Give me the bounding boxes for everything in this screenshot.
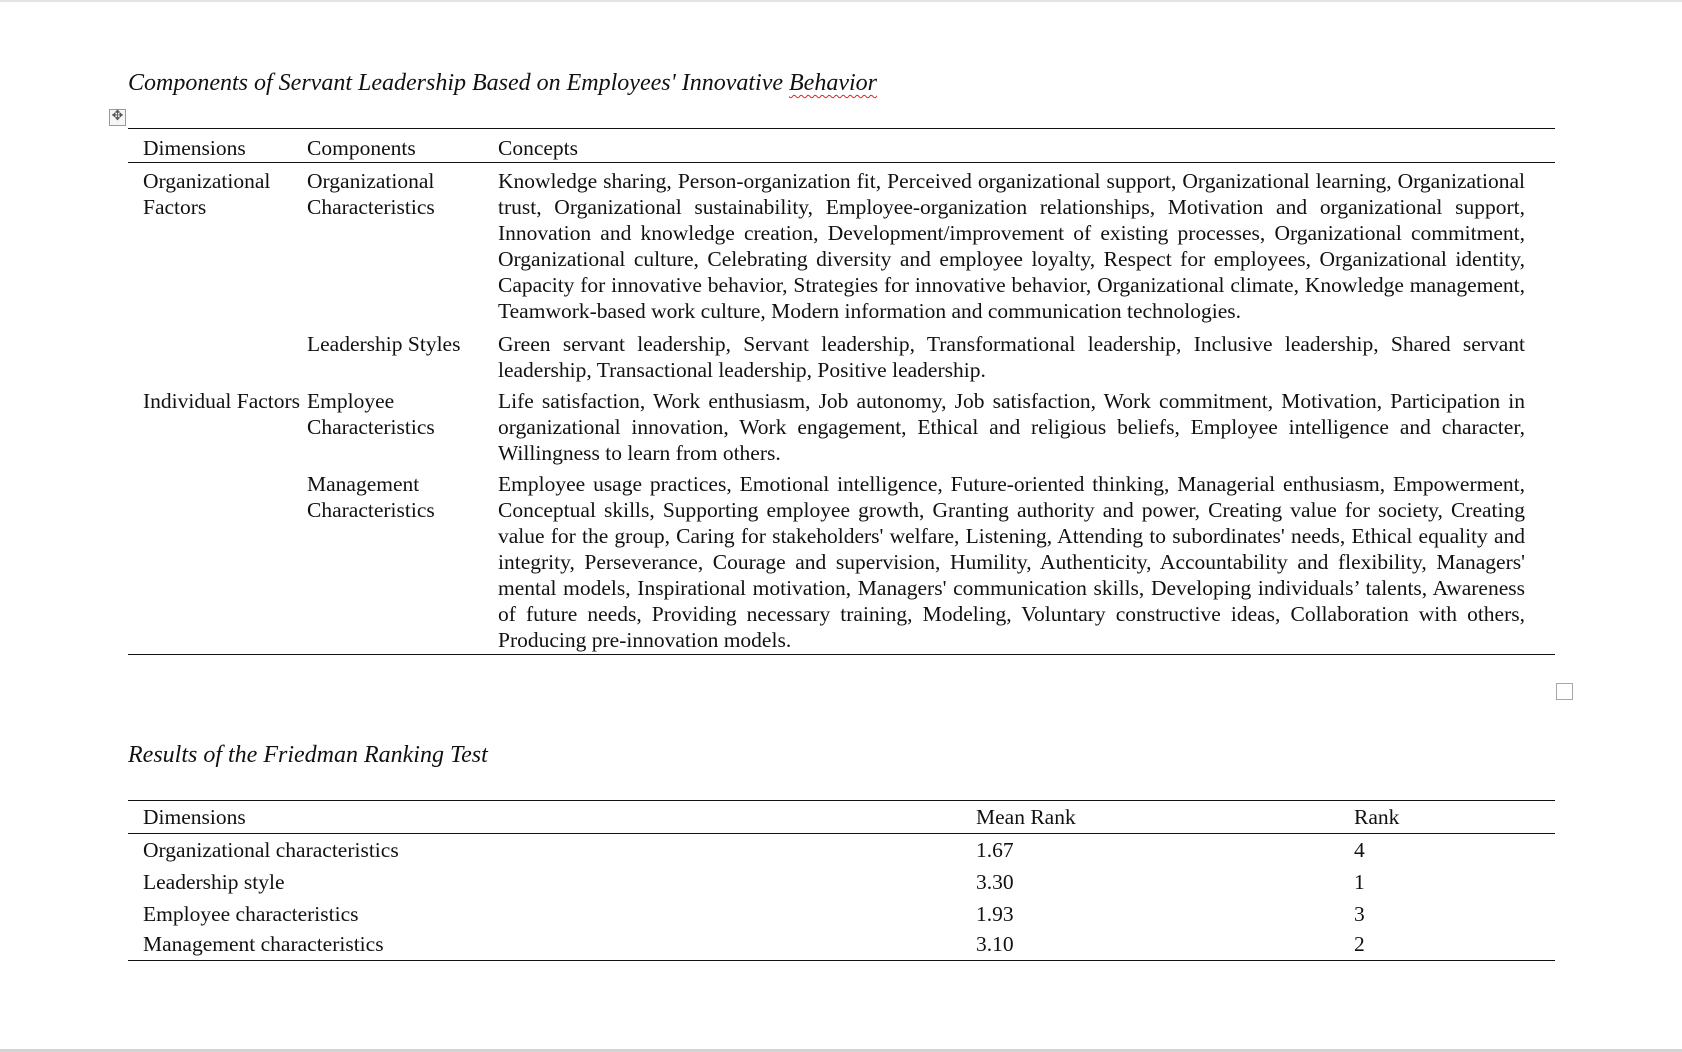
mean-rank-cell: 1.67 [976,838,1014,862]
header-concepts: Concepts [498,136,579,160]
dimension-cell: Organizational Factors [143,169,271,219]
table-row [128,163,1555,324]
concepts-cell: Knowledge sharing, Person-organization fit, Perceived organizational support, Organizational learning, Organizational trust, Organizational sustainability, Employee-organization relationships, Motivation and organizational support, Innovation and knowledge creation, Development/improvement of existing processes, Organizational commitment, Organizational culture, Celebrating diversity and employee loyalty, Respect for employees, Organizational identity, Capacity for innovative behavior, Strategies for innovative behavior, Organizational climate, Knowledge management, Teamwork-based work culture, Modern information and communication technologies. [498,169,1525,323]
table-header-row [128,801,1555,834]
dimension-cell: Organizational characteristics [143,838,399,862]
table-row [128,834,1555,866]
window-top-edge [0,0,1682,2]
table-header-row [128,129,1555,163]
header-dimensions: Dimensions [143,805,246,829]
table-move-handle[interactable] [109,109,126,126]
concepts-cell: Green servant leadership, Servant leadership, Transformational leadership, Inclusive leadership, Shared servant leadership, Transactional leadership, Positive leadership. [498,332,1525,382]
table-row [128,930,1555,960]
table-row [128,383,1555,466]
header-dimensions: Dimensions [143,136,246,160]
table-resize-handle[interactable] [1556,683,1573,700]
friedman-table [128,800,1555,961]
dimension-cell: Employee characteristics [143,902,359,926]
table-row [128,898,1555,930]
dimension-cell: Leadership style [143,870,285,894]
component-cell: Leadership Styles [307,332,461,356]
rank-cell: 3 [1354,902,1365,926]
spellcheck-flagged-word[interactable]: Behavior [789,70,877,96]
move-cross-icon: ✥ [111,109,124,124]
header-mean-rank: Mean Rank [976,805,1076,829]
dimension-cell: Management characteristics [143,932,384,956]
table-row [128,466,1555,654]
dimension-cell [128,471,307,653]
header-components: Components [307,136,416,160]
header-rank: Rank [1354,805,1400,829]
rank-cell: 4 [1354,838,1365,862]
mean-rank-cell: 1.93 [976,902,1014,926]
table1-caption-text: Components of Servant Leadership Based on Employees' Innovative [128,70,790,96]
rank-cell: 1 [1354,870,1365,894]
components-table [128,128,1555,655]
dimension-cell [128,331,307,383]
table-row [128,866,1555,898]
table2-caption: Results of the Friedman Ranking Test [128,742,488,768]
component-cell: Management Characteristics [307,472,435,522]
concepts-cell: Employee usage practices, Emotional intelligence, Future-oriented thinking, Managerial enthusiasm, Empowerment, Conceptual skills, Supporting employee growth, Granting authority and power, Creating value for society, Creating value for the group, Caring for stakeholders' welfare, Listening, Attending to subordinates' needs, Ethical equality and integrity, Perseverance, Courage and supervision, Humility, Authenticity, Accountability and flexibility, Managers' mental models, Inspirational motivation, Managers' communication skills, Developing individuals’ talents, Awareness of future needs, Providing necessary training, Modeling, Voluntary constructive ideas, Collaboration with others, Producing pre-innovation models. [498,472,1525,652]
mean-rank-cell: 3.10 [976,932,1014,956]
concepts-cell: Life satisfaction, Work enthusiasm, Job autonomy, Job satisfaction, Work commitment, Motivation, Participation in organizational innovation, Work engagement, Ethical and religious beliefs, Employee intelligence and character, Willingness to learn from others. [498,389,1525,465]
mean-rank-cell: 3.30 [976,870,1014,894]
dimension-cell: Individual Factors [143,389,301,413]
rank-cell: 2 [1354,932,1365,956]
component-cell: Organizational Characteristics [307,169,435,219]
component-cell: Employee Characteristics [307,389,435,439]
table1-caption [128,70,877,97]
table-row [128,324,1555,383]
